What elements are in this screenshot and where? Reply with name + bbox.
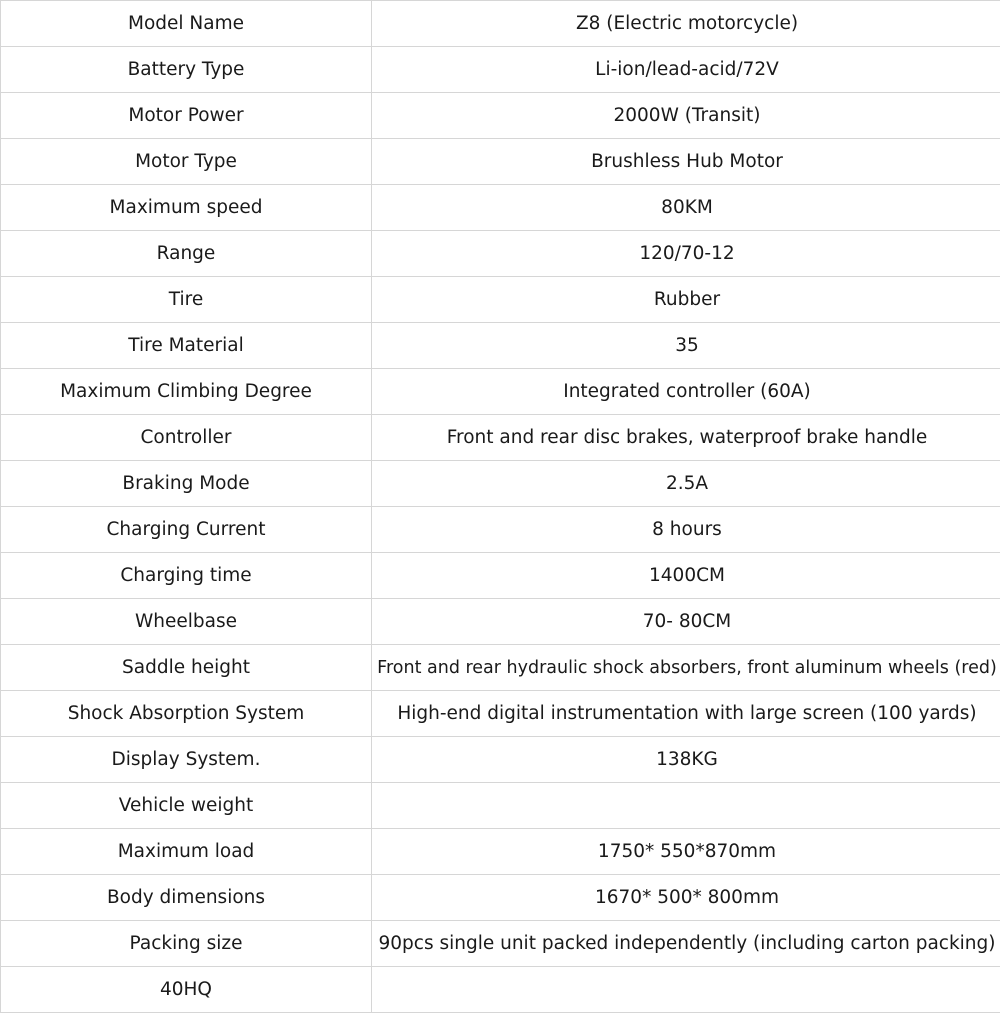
spec-table-body: [1, 1, 1000, 1013]
table-row: [1, 599, 1000, 645]
table-row: [1, 415, 1000, 461]
table-row: [1, 553, 1000, 599]
spec-value: Z8 (Electric motorcycle): [372, 1, 1000, 47]
table-row: [1, 47, 1000, 93]
spec-value: 8 hours: [372, 507, 1000, 553]
table-row: [1, 507, 1000, 553]
spec-value: Integrated controller (60A): [372, 369, 1000, 415]
spec-value: 35: [372, 323, 1000, 369]
spec-label: Shock Absorption System: [1, 691, 372, 737]
table-row: [1, 461, 1000, 507]
table-row: [1, 783, 1000, 829]
table-row: [1, 231, 1000, 277]
spec-label: Wheelbase: [1, 599, 372, 645]
spec-label: Motor Power: [1, 93, 372, 139]
table-row: [1, 1, 1000, 47]
spec-value: Rubber: [372, 277, 1000, 323]
table-row: [1, 967, 1000, 1013]
spec-label: Maximum Climbing Degree: [1, 369, 372, 415]
spec-value: 80KM: [372, 185, 1000, 231]
spec-value: 90pcs single unit packed independently (including carton packing): [372, 921, 1000, 967]
spec-label: Battery Type: [1, 47, 372, 93]
spec-value: 120/70-12: [372, 231, 1000, 277]
spec-label: 40HQ: [1, 967, 372, 1013]
table-row: [1, 369, 1000, 415]
spec-label: Charging time: [1, 553, 372, 599]
spec-label: Saddle height: [1, 645, 372, 691]
table-row: [1, 139, 1000, 185]
spec-value: 1670* 500* 800mm: [372, 875, 1000, 921]
spec-value: 2000W (Transit): [372, 93, 1000, 139]
spec-label: Tire Material: [1, 323, 372, 369]
spec-label: Motor Type: [1, 139, 372, 185]
spec-label: Tire: [1, 277, 372, 323]
spec-value: 1400CM: [372, 553, 1000, 599]
spec-label: Display System.: [1, 737, 372, 783]
table-row: [1, 93, 1000, 139]
table-row: [1, 277, 1000, 323]
spec-label: Range: [1, 231, 372, 277]
spec-value: [372, 967, 1000, 1013]
spec-label: Maximum load: [1, 829, 372, 875]
spec-label: Braking Mode: [1, 461, 372, 507]
spec-label: Packing size: [1, 921, 372, 967]
table-row: [1, 921, 1000, 967]
spec-value: High-end digital instrumentation with large screen (100 yards): [372, 691, 1000, 737]
table-row: [1, 875, 1000, 921]
spec-label: Model Name: [1, 1, 372, 47]
spec-value: 138KG: [372, 737, 1000, 783]
spec-label: Body dimensions: [1, 875, 372, 921]
spec-value: Li-ion/lead-acid/72V: [372, 47, 1000, 93]
spec-value: 70- 80CM: [372, 599, 1000, 645]
spec-value: 1750* 550*870mm: [372, 829, 1000, 875]
spec-label: Charging Current: [1, 507, 372, 553]
spec-value: Brushless Hub Motor: [372, 139, 1000, 185]
table-row: [1, 323, 1000, 369]
table-row: [1, 829, 1000, 875]
table-row: [1, 185, 1000, 231]
table-row: [1, 737, 1000, 783]
spec-value: 2.5A: [372, 461, 1000, 507]
spec-label: Vehicle weight: [1, 783, 372, 829]
spec-label: Maximum speed: [1, 185, 372, 231]
table-row: [1, 691, 1000, 737]
spec-value: Front and rear hydraulic shock absorbers, front aluminum wheels (red): [372, 645, 1000, 691]
spec-value: [372, 783, 1000, 829]
spec-label: Controller: [1, 415, 372, 461]
spec-value: Front and rear disc brakes, waterproof brake handle: [372, 415, 1000, 461]
table-row: [1, 645, 1000, 691]
